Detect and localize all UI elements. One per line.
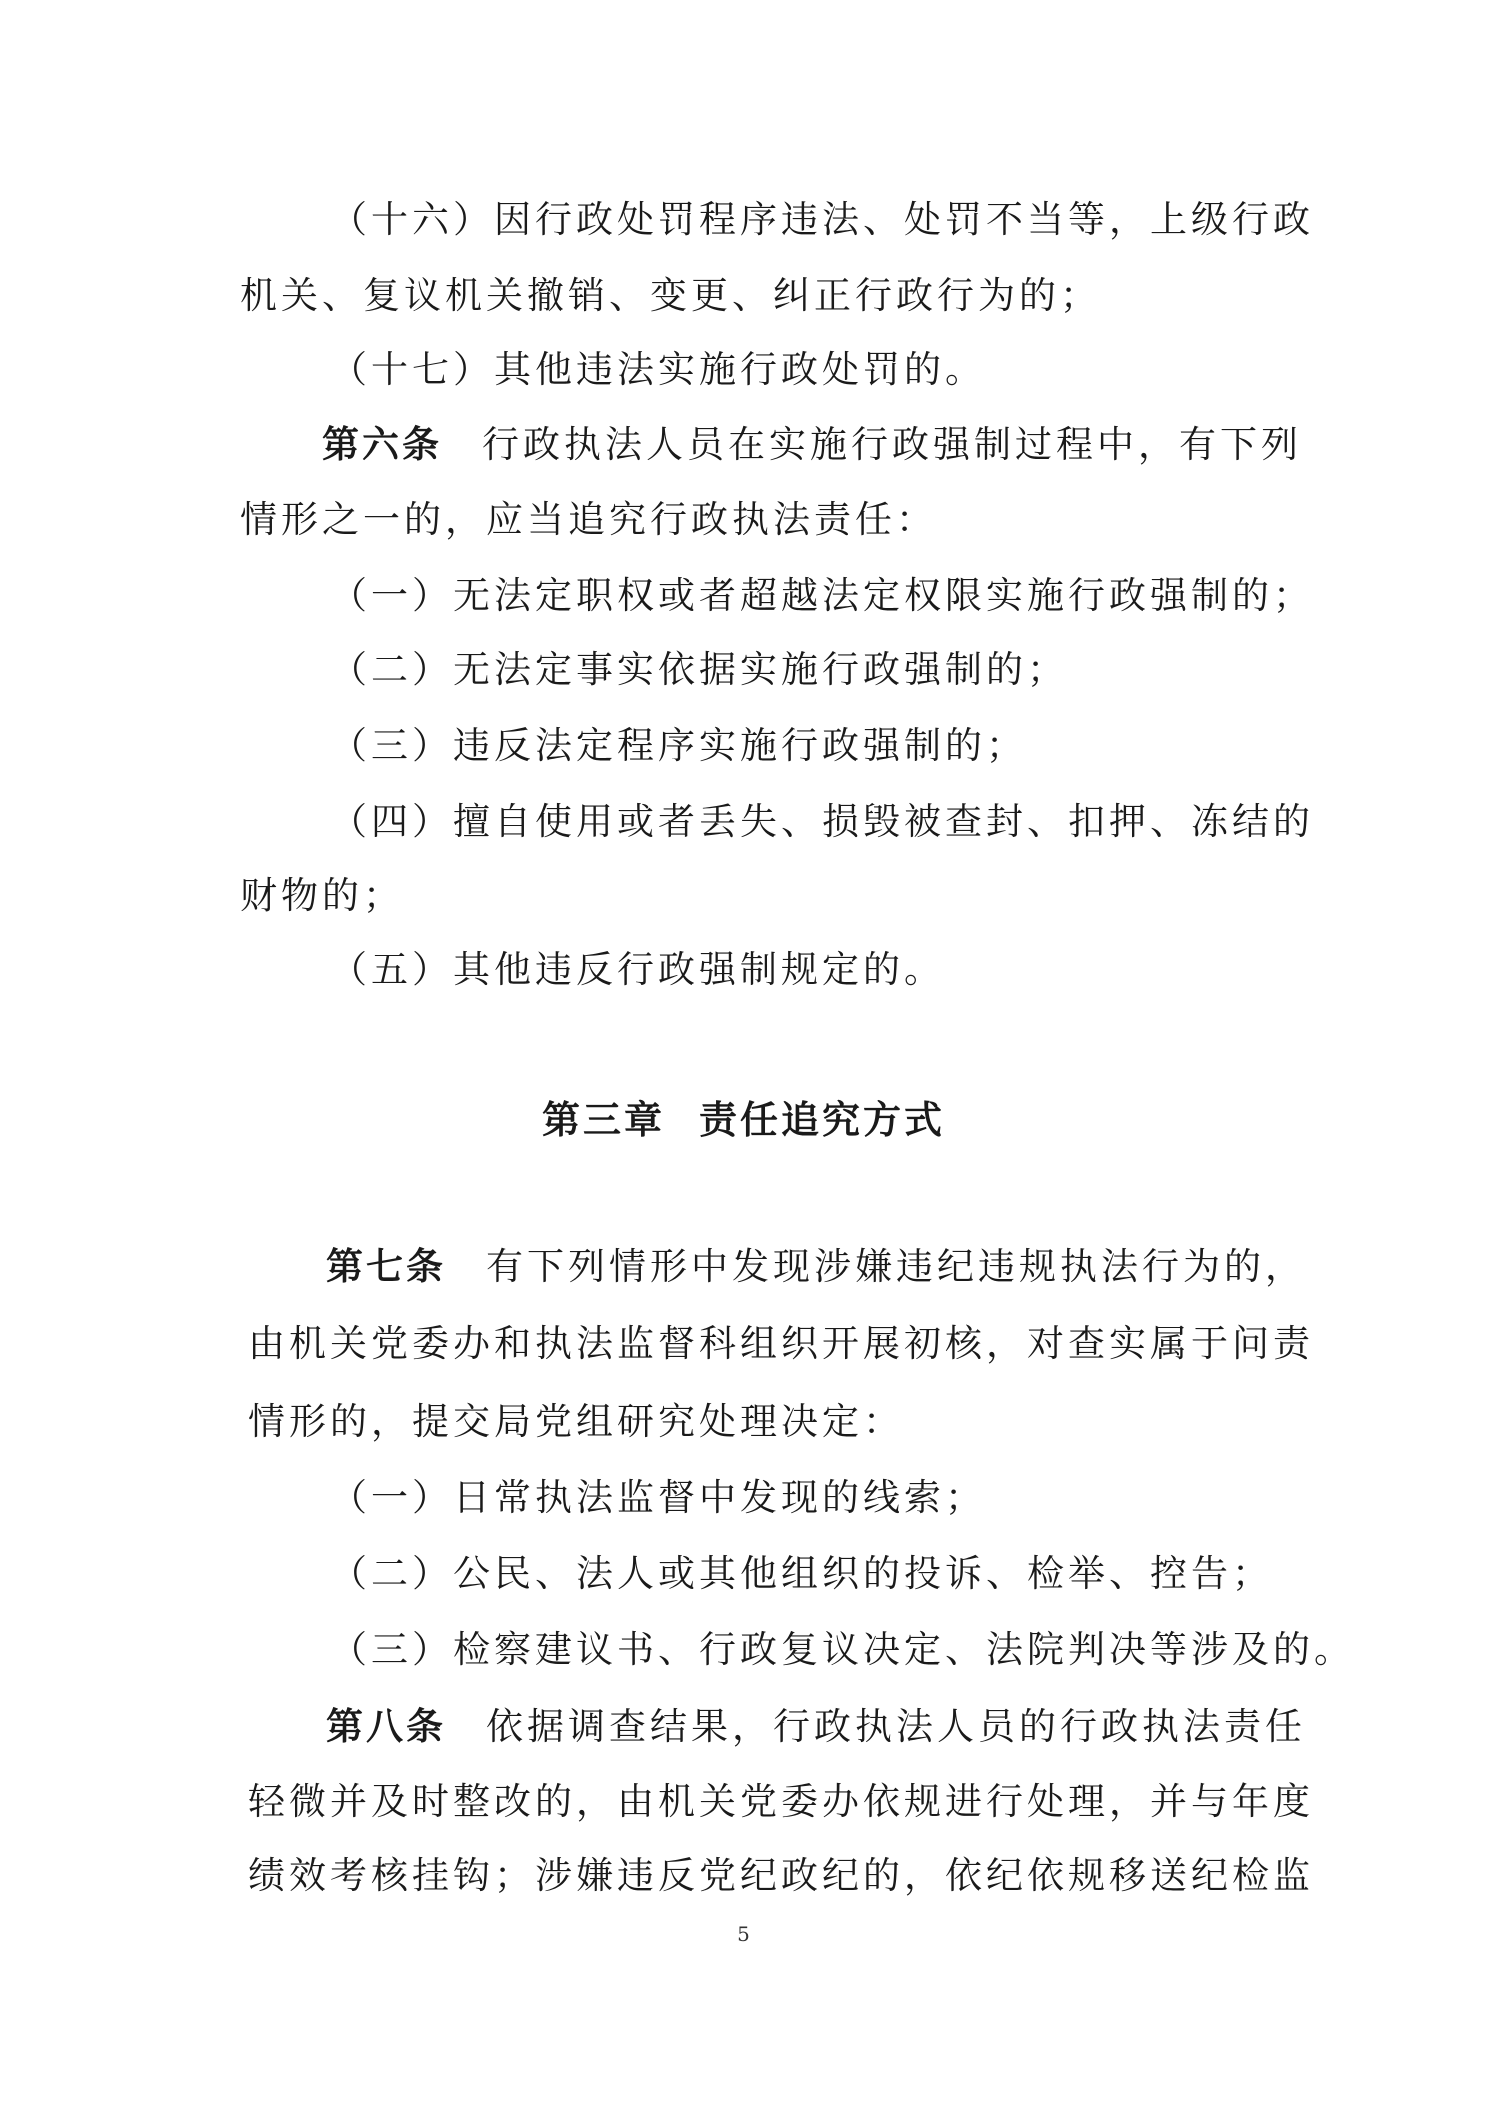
article-7-item-3: （三）检察建议书、行政复议决定、法院判决等涉及的。 <box>330 1628 1355 1671</box>
chapter-heading <box>0 1095 1487 1145</box>
article-8-line-2: 轻微并及时整改的，由机关党委办依规进行处理，并与年度 <box>248 1780 1314 1823</box>
article-6-item-3: （三）违反法定程序实施行政强制的； <box>330 724 1027 767</box>
article-6-item-4-cont: 财物的； <box>240 874 404 917</box>
article-6-text: 行政执法人员在实施行政强制过程中，有下列 <box>482 423 1302 466</box>
article-8-line-1 <box>326 1702 1306 1751</box>
item-16-line-1: （十六）因行政处罚程序违法、处罚不当等，上级行政 <box>330 198 1314 241</box>
article-7-text: 有下列情形中发现涉嫌违纪违规执法行为的， <box>486 1245 1306 1288</box>
article-6-line-1 <box>322 420 1302 469</box>
article-8-heading: 第八条 <box>326 1704 446 1748</box>
article-7-item-1: （一）日常执法监督中发现的线索； <box>330 1476 986 1519</box>
article-7-line-2: 由机关党委办和执法监督科组织开展初核，对查实属于问责 <box>248 1322 1314 1365</box>
article-7-line-3: 情形的，提交局党组研究处理决定： <box>248 1400 904 1443</box>
article-6-item-2: （二）无法定事实依据实施行政强制的； <box>330 648 1068 691</box>
item-16-line-2: 机关、复议机关撤销、变更、纠正行政行为的； <box>240 274 1101 317</box>
article-8-line-3: 绩效考核挂钩；涉嫌违反党纪政纪的，依纪依规移送纪检监 <box>248 1854 1314 1897</box>
chapter-number: 第三章 <box>541 1098 665 1142</box>
article-6-item-5: （五）其他违反行政强制规定的。 <box>330 948 945 991</box>
article-6-item-4: （四）擅自使用或者丢失、损毁被查封、扣押、冻结的 <box>330 800 1314 843</box>
article-6-line-2: 情形之一的，应当追究行政执法责任： <box>240 498 937 541</box>
article-7-heading: 第七条 <box>326 1244 446 1288</box>
item-17: （十七）其他违法实施行政处罚的。 <box>330 348 986 391</box>
article-7-line-1 <box>326 1242 1306 1291</box>
article-6-item-1: （一）无法定职权或者超越法定权限实施行政强制的； <box>330 574 1314 617</box>
article-6-heading: 第六条 <box>322 422 442 466</box>
article-7-item-2: （二）公民、法人或其他组织的投诉、检举、控告； <box>330 1552 1273 1595</box>
article-8-text: 依据调查结果，行政执法人员的行政执法责任 <box>486 1705 1306 1748</box>
chapter-title: 责任追究方式 <box>699 1098 946 1142</box>
page-number: 5 <box>737 1922 750 1946</box>
